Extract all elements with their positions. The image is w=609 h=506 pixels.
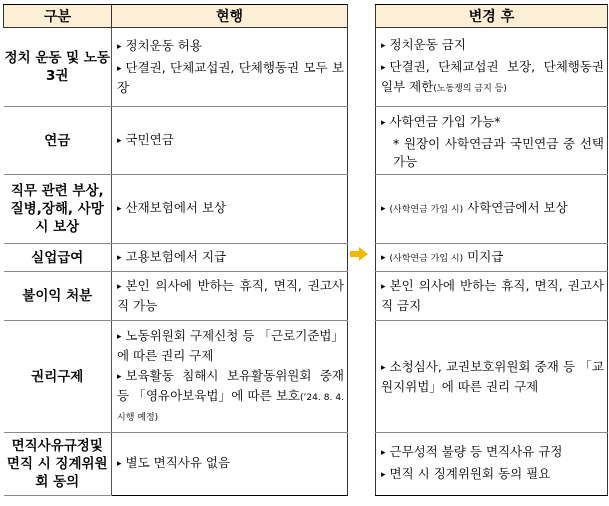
table-row xyxy=(376,433,608,496)
category-cell: 실업급여 xyxy=(4,244,112,272)
right-arrow-icon xyxy=(350,247,368,261)
list-item: ▸ (사학연금 가입 시) 사학연금에서 보상 xyxy=(381,199,604,219)
header-category: 구분 xyxy=(4,5,112,28)
current-cell xyxy=(112,321,348,433)
header-after: 변경 후 xyxy=(376,5,608,28)
table-row xyxy=(376,107,608,175)
table-row xyxy=(376,321,608,433)
current-cell xyxy=(112,433,348,496)
table-row xyxy=(4,175,348,244)
category-cell: 연금 xyxy=(4,107,112,175)
list-item: ▸ 본인 의사에 반하는 휴직, 면직, 권고사직 가능 xyxy=(117,277,344,315)
table-row xyxy=(4,244,348,272)
list-item: ▸ (사학연금 가입 시) 미지급 xyxy=(381,248,604,268)
table-row xyxy=(4,321,348,433)
after-table xyxy=(375,4,608,496)
category-cell: 권리구제 xyxy=(4,321,112,433)
current-table xyxy=(3,4,348,496)
effective-date-note: (’24. 8. 4. 시행 예정) xyxy=(117,392,344,423)
after-cell xyxy=(376,272,608,321)
list-item: ▸ 본인 의사에 반하는 휴직, 면직, 권고사직 금지 xyxy=(381,277,604,315)
header-current: 현행 xyxy=(112,5,348,28)
category-cell: 불이익 처분 xyxy=(4,272,112,321)
after-cell xyxy=(376,244,608,272)
table-row xyxy=(376,272,608,321)
after-cell xyxy=(376,175,608,244)
current-cell xyxy=(112,28,348,107)
table-row xyxy=(376,244,608,272)
list-item: ▸ 정치운동 금지 xyxy=(381,36,604,56)
after-cell xyxy=(376,107,608,175)
list-item: ▸ 국민연금 xyxy=(117,131,344,151)
table-row xyxy=(4,433,348,496)
list-item: ▸ 단결권, 단체교섭권 보장, 단체행동권 일부 제한(노동쟁의 금지 등) xyxy=(381,58,604,98)
current-cell xyxy=(112,107,348,175)
list-item: ▸ 근무성적 불량 등 면직사유 규정 xyxy=(381,443,604,463)
after-cell xyxy=(376,28,608,107)
after-cell xyxy=(376,433,608,496)
category-cell: 직무 관련 부상, 질병,장해, 사망 시 보상 xyxy=(4,175,112,244)
list-item: ▸ 노동위원회 구제신청 등 「근로기준법」에 따른 권리 구제 xyxy=(117,327,344,365)
table-row xyxy=(4,272,348,321)
list-item: ▸ 단결권, 단체교섭권, 단체행동권 모두 보장 xyxy=(117,59,344,97)
list-item: ▸ 보육활동 침해시 보유활동위원회 중재 등 「영유아보육법」에 따른 보호(’24. 8. 4. 시행 예정) xyxy=(117,367,344,427)
table-row xyxy=(4,107,348,175)
list-item: ▸ 사학연금 가입 가능* xyxy=(381,113,604,133)
table-row xyxy=(4,28,348,107)
category-cell: 정치 운동 및 노동 3권 xyxy=(4,28,112,107)
current-cell xyxy=(112,244,348,272)
current-cell xyxy=(112,272,348,321)
footnote: * 원장이 사학연금과 국민연금 중 선택 가능 xyxy=(393,135,604,169)
category-cell: 면직사유규정및 면직 시 징계위원회 동의 xyxy=(4,433,112,496)
list-item: ▸ 산재보험에서 보상 xyxy=(117,199,344,219)
list-item: ▸ 면직 시 징계위원회 동의 필요 xyxy=(381,465,604,485)
after-cell xyxy=(376,321,608,433)
table-row xyxy=(376,175,608,244)
list-item: ▸ 고용보험에서 지급 xyxy=(117,248,344,268)
list-item: ▸ 별도 면직사유 없음 xyxy=(117,454,344,474)
current-cell xyxy=(112,175,348,244)
table-row xyxy=(376,28,608,107)
list-item: ▸ 소청심사, 교권보호위원회 중재 등 「교원지위법」에 따른 권리 구제 xyxy=(381,358,604,396)
list-item: ▸ 정치운동 허용 xyxy=(117,37,344,57)
